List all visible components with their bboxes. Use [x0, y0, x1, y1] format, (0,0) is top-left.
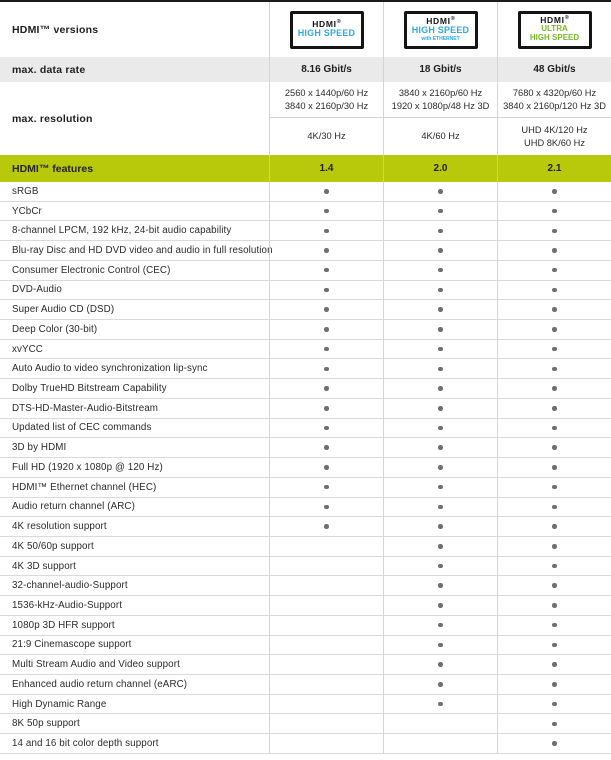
resolution-primary: 3840 x 2160p/60 Hz 1920 x 1080p/48 Hz 3D [384, 82, 497, 118]
support-cell-hdmi-1.4 [269, 537, 383, 556]
support-cell-hdmi-2.0 [383, 359, 497, 378]
support-dot [552, 465, 557, 470]
support-cell-hdmi-1.4 [269, 221, 383, 240]
support-cell-hdmi-2.1 [497, 478, 611, 497]
support-cell-hdmi-2.1 [497, 498, 611, 517]
feature-row [0, 399, 611, 419]
feature-row [0, 340, 611, 360]
support-dot [438, 485, 443, 490]
feature-row [0, 537, 611, 557]
logo-text-with-ethernet: with ETHERNET [421, 35, 460, 42]
support-cell-hdmi-2.0 [383, 281, 497, 300]
feature-row [0, 438, 611, 458]
feature-label: 14 and 16 bit color depth support [12, 737, 159, 749]
support-dot [438, 583, 443, 588]
support-dot [324, 229, 329, 234]
support-cell-hdmi-1.4 [269, 478, 383, 497]
support-cell-hdmi-2.1 [497, 419, 611, 438]
support-dot [438, 268, 443, 273]
support-cell-hdmi-1.4 [269, 616, 383, 635]
support-cell-hdmi-2.0 [383, 695, 497, 714]
feature-row [0, 379, 611, 399]
support-dot [552, 288, 557, 293]
support-cell-hdmi-2.1 [497, 458, 611, 477]
feature-label: Full HD (1920 x 1080p @ 120 Hz) [12, 461, 163, 473]
support-cell-hdmi-2.1 [497, 320, 611, 339]
resolution-cell-1.4 [269, 82, 383, 155]
support-cell-hdmi-2.0 [383, 241, 497, 260]
support-dot [438, 386, 443, 391]
feature-row [0, 281, 611, 301]
feature-row [0, 241, 611, 261]
feature-row [0, 182, 611, 202]
feature-row [0, 498, 611, 518]
feature-label: 1536-kHz-Audio-Support [12, 599, 123, 611]
support-dot [552, 603, 557, 608]
support-dot [438, 623, 443, 628]
support-cell-hdmi-2.1 [497, 221, 611, 240]
support-cell-hdmi-2.1 [497, 714, 611, 733]
support-cell-hdmi-2.0 [383, 182, 497, 201]
support-dot [552, 307, 557, 312]
support-dot [438, 505, 443, 510]
feature-row [0, 300, 611, 320]
support-dot [438, 702, 443, 707]
data-rate-row [0, 57, 611, 82]
support-dot [552, 682, 557, 687]
support-dot [438, 209, 443, 214]
hdmi-high-speed-ethernet-logo [383, 2, 497, 57]
data-rate-value-1.4: 8.16 Gbit/s [269, 57, 383, 82]
support-cell-hdmi-2.1 [497, 517, 611, 536]
feature-row [0, 478, 611, 498]
support-dot [438, 288, 443, 293]
support-cell-hdmi-2.0 [383, 300, 497, 319]
resolution-secondary: UHD 4K/120 Hz UHD 8K/60 Hz [521, 124, 588, 148]
support-cell-hdmi-2.0 [383, 221, 497, 240]
data-rate-label: max. data rate [12, 63, 86, 76]
support-dot [552, 248, 557, 253]
support-cell-hdmi-1.4 [269, 261, 383, 280]
support-cell-hdmi-1.4 [269, 557, 383, 576]
feature-row [0, 359, 611, 379]
versions-row [0, 2, 611, 57]
support-cell-hdmi-2.0 [383, 340, 497, 359]
support-cell-hdmi-2.1 [497, 695, 611, 714]
support-dot [552, 702, 557, 707]
support-cell-hdmi-2.1 [497, 300, 611, 319]
hdmi-high-speed-logo [269, 2, 383, 57]
support-cell-hdmi-1.4 [269, 399, 383, 418]
feature-label: DTS-HD-Master-Audio-Bitstream [12, 402, 159, 414]
features-header-label: HDMI™ features [12, 162, 94, 175]
support-cell-hdmi-1.4 [269, 636, 383, 655]
hdmi-ultra-high-speed-logo [497, 2, 611, 57]
hdmi-logo-brand: HDMI® [540, 15, 569, 26]
support-dot [438, 662, 443, 667]
support-dot [552, 722, 557, 727]
support-dot [552, 406, 557, 411]
hdmi-high-speed-ethernet-logo-box [404, 11, 478, 49]
support-dot [438, 189, 443, 194]
support-dot [324, 347, 329, 352]
features-body [0, 182, 611, 754]
support-cell-hdmi-1.4 [269, 517, 383, 536]
feature-label: xvYCC [12, 343, 43, 355]
resolution-primary: 2560 x 1440p/60 Hz 3840 x 2160p/30 Hz [270, 82, 383, 118]
support-cell-hdmi-2.0 [383, 202, 497, 221]
support-dot [438, 347, 443, 352]
support-cell-hdmi-1.4 [269, 379, 383, 398]
support-dot [552, 209, 557, 214]
support-dot [438, 682, 443, 687]
support-cell-hdmi-2.0 [383, 557, 497, 576]
support-dot [438, 406, 443, 411]
logo-text-high-speed: HIGH SPEED [297, 28, 356, 39]
logo-text-ultra: ULTRA [541, 24, 568, 34]
support-dot [552, 741, 557, 746]
support-dot [552, 347, 557, 352]
support-cell-hdmi-1.4 [269, 576, 383, 595]
feature-label: 4K 3D support [12, 560, 76, 572]
feature-label: Audio return channel (ARC) [12, 501, 135, 513]
support-dot [438, 445, 443, 450]
support-cell-hdmi-1.4 [269, 300, 383, 319]
feature-label: sRGB [12, 185, 39, 197]
support-dot [552, 426, 557, 431]
support-cell-hdmi-2.1 [497, 281, 611, 300]
support-cell-hdmi-2.1 [497, 241, 611, 260]
support-cell-hdmi-2.1 [497, 399, 611, 418]
version-value-2.0: 2.0 [383, 155, 497, 182]
feature-row [0, 221, 611, 241]
support-cell-hdmi-2.1 [497, 596, 611, 615]
feature-row [0, 458, 611, 478]
support-cell-hdmi-2.1 [497, 359, 611, 378]
feature-row [0, 596, 611, 616]
support-cell-hdmi-1.4 [269, 241, 383, 260]
feature-label: High Dynamic Range [12, 698, 107, 710]
support-cell-hdmi-2.0 [383, 261, 497, 280]
support-dot [438, 643, 443, 648]
feature-label: 4K 50/60p support [12, 540, 94, 552]
feature-label: 8K 50p support [12, 718, 80, 730]
support-cell-hdmi-2.0 [383, 517, 497, 536]
feature-row [0, 320, 611, 340]
support-cell-hdmi-2.0 [383, 498, 497, 517]
support-cell-hdmi-2.0 [383, 458, 497, 477]
support-dot [324, 268, 329, 273]
support-dot [324, 288, 329, 293]
resolution-secondary: 4K/30 Hz [307, 131, 346, 141]
support-cell-hdmi-2.0 [383, 734, 497, 753]
support-dot [438, 564, 443, 569]
support-cell-hdmi-1.4 [269, 182, 383, 201]
support-dot [324, 524, 329, 529]
support-cell-hdmi-2.1 [497, 636, 611, 655]
feature-row [0, 714, 611, 734]
resolution-label: max. resolution [12, 112, 93, 125]
registered-mark: ® [450, 15, 455, 22]
version-value-1.4: 1.4 [269, 155, 383, 182]
support-cell-hdmi-2.1 [497, 616, 611, 635]
support-cell-hdmi-2.1 [497, 438, 611, 457]
support-cell-hdmi-1.4 [269, 655, 383, 674]
support-cell-hdmi-2.0 [383, 655, 497, 674]
support-cell-hdmi-2.1 [497, 379, 611, 398]
support-dot [552, 327, 557, 332]
support-cell-hdmi-2.0 [383, 438, 497, 457]
support-dot [552, 189, 557, 194]
support-cell-hdmi-2.0 [383, 478, 497, 497]
support-cell-hdmi-1.4 [269, 695, 383, 714]
registered-mark: ® [564, 15, 569, 22]
feature-row [0, 576, 611, 596]
feature-label: Blu-ray Disc and HD DVD video and audio in full resolution [12, 245, 273, 257]
support-dot [324, 189, 329, 194]
support-dot [324, 465, 329, 470]
registered-mark: ® [336, 19, 341, 26]
support-dot [552, 623, 557, 628]
feature-row [0, 636, 611, 656]
support-cell-hdmi-2.1 [497, 182, 611, 201]
support-cell-hdmi-2.0 [383, 537, 497, 556]
support-dot [324, 248, 329, 253]
support-dot [552, 445, 557, 450]
feature-row [0, 734, 611, 754]
support-cell-hdmi-2.0 [383, 419, 497, 438]
resolution-secondary: 4K/60 Hz [421, 131, 460, 141]
support-cell-hdmi-1.4 [269, 419, 383, 438]
feature-label: 3D by HDMI [12, 442, 67, 454]
support-dot [552, 268, 557, 273]
support-cell-hdmi-2.0 [383, 576, 497, 595]
support-cell-hdmi-2.0 [383, 675, 497, 694]
feature-label: Updated list of CEC commands [12, 422, 152, 434]
hdmi-high-speed-logo-box [290, 11, 364, 49]
support-dot [438, 327, 443, 332]
support-dot [438, 248, 443, 253]
support-dot [324, 505, 329, 510]
logo-text-high-speed: HIGH SPEED [411, 25, 470, 36]
support-cell-hdmi-1.4 [269, 202, 383, 221]
feature-label: Multi Stream Audio and Video support [12, 659, 180, 671]
feature-label: Consumer Electronic Control (CEC) [12, 264, 171, 276]
support-dot [438, 307, 443, 312]
feature-row [0, 616, 611, 636]
support-cell-hdmi-1.4 [269, 734, 383, 753]
support-cell-hdmi-2.1 [497, 734, 611, 753]
support-cell-hdmi-1.4 [269, 458, 383, 477]
feature-row [0, 202, 611, 222]
support-dot [438, 229, 443, 234]
feature-label: 8-channel LPCM, 192 kHz, 24-bit audio capability [12, 225, 232, 237]
support-dot [552, 524, 557, 529]
support-dot [438, 544, 443, 549]
support-cell-hdmi-2.0 [383, 399, 497, 418]
feature-label: 4K resolution support [12, 521, 107, 533]
feature-row [0, 675, 611, 695]
support-cell-hdmi-2.1 [497, 537, 611, 556]
logo-text-high-speed: HIGH SPEED [529, 33, 580, 43]
support-cell-hdmi-2.1 [497, 655, 611, 674]
support-dot [552, 229, 557, 234]
support-dot [552, 386, 557, 391]
support-dot [438, 426, 443, 431]
support-dot [324, 327, 329, 332]
support-cell-hdmi-2.0 [383, 379, 497, 398]
support-dot [552, 544, 557, 549]
support-dot [438, 465, 443, 470]
feature-label: Auto Audio to video synchronization lip-sync [12, 363, 208, 375]
support-dot [552, 564, 557, 569]
support-cell-hdmi-2.1 [497, 576, 611, 595]
feature-label: 32-channel-audio-Support [12, 580, 128, 592]
version-value-2.1: 2.1 [497, 155, 611, 182]
support-dot [438, 367, 443, 372]
support-cell-hdmi-2.1 [497, 557, 611, 576]
feature-row [0, 261, 611, 281]
support-dot [324, 426, 329, 431]
support-dot [324, 445, 329, 450]
feature-label: Deep Color (30-bit) [12, 323, 98, 335]
support-dot [324, 386, 329, 391]
feature-row [0, 419, 611, 439]
support-cell-hdmi-1.4 [269, 438, 383, 457]
resolution-primary: 7680 x 4320p/60 Hz 3840 x 2160p/120 Hz 3D [498, 82, 611, 118]
feature-label: 21:9 Cinemascope support [12, 639, 132, 651]
hdmi-logo-brand: HDMI® [426, 15, 455, 26]
support-dot [552, 367, 557, 372]
support-dot [438, 524, 443, 529]
support-cell-hdmi-1.4 [269, 596, 383, 615]
support-dot [552, 662, 557, 667]
support-dot [324, 485, 329, 490]
support-cell-hdmi-2.0 [383, 596, 497, 615]
feature-row [0, 655, 611, 675]
support-cell-hdmi-2.1 [497, 202, 611, 221]
resolution-cell-2.0 [383, 82, 497, 155]
support-cell-hdmi-1.4 [269, 498, 383, 517]
hdmi-ultra-high-speed-logo-box [518, 11, 592, 49]
data-rate-value-2.0: 18 Gbit/s [383, 57, 497, 82]
feature-label: Super Audio CD (DSD) [12, 304, 115, 316]
support-dot [552, 485, 557, 490]
feature-label: 1080p 3D HFR support [12, 619, 115, 631]
support-cell-hdmi-2.1 [497, 340, 611, 359]
support-cell-hdmi-2.1 [497, 261, 611, 280]
features-header-row [0, 155, 611, 182]
feature-label: HDMI™ Ethernet channel (HEC) [12, 481, 157, 493]
support-cell-hdmi-2.0 [383, 616, 497, 635]
support-cell-hdmi-1.4 [269, 714, 383, 733]
feature-label: DVD-Audio [12, 284, 62, 296]
support-cell-hdmi-2.0 [383, 714, 497, 733]
support-dot [324, 367, 329, 372]
feature-label: YCbCr [12, 205, 42, 217]
support-dot [324, 406, 329, 411]
hdmi-logo-brand: HDMI® [312, 19, 341, 30]
feature-row [0, 557, 611, 577]
support-cell-hdmi-1.4 [269, 281, 383, 300]
feature-label: Dolby TrueHD Bitstream Capability [12, 383, 167, 395]
support-dot [324, 209, 329, 214]
support-cell-hdmi-1.4 [269, 320, 383, 339]
support-dot [552, 505, 557, 510]
support-cell-hdmi-2.0 [383, 320, 497, 339]
data-rate-value-2.1: 48 Gbit/s [497, 57, 611, 82]
resolution-cell-2.1 [497, 82, 611, 155]
support-cell-hdmi-2.0 [383, 636, 497, 655]
support-cell-hdmi-1.4 [269, 675, 383, 694]
versions-label: HDMI™ versions [12, 23, 99, 36]
support-dot [552, 643, 557, 648]
feature-row [0, 517, 611, 537]
resolution-row [0, 82, 611, 155]
support-dot [324, 307, 329, 312]
support-cell-hdmi-1.4 [269, 340, 383, 359]
support-cell-hdmi-1.4 [269, 359, 383, 378]
feature-label: Enhanced audio return channel (eARC) [12, 678, 188, 690]
feature-row [0, 695, 611, 715]
support-dot [438, 603, 443, 608]
support-dot [552, 583, 557, 588]
support-cell-hdmi-2.1 [497, 675, 611, 694]
